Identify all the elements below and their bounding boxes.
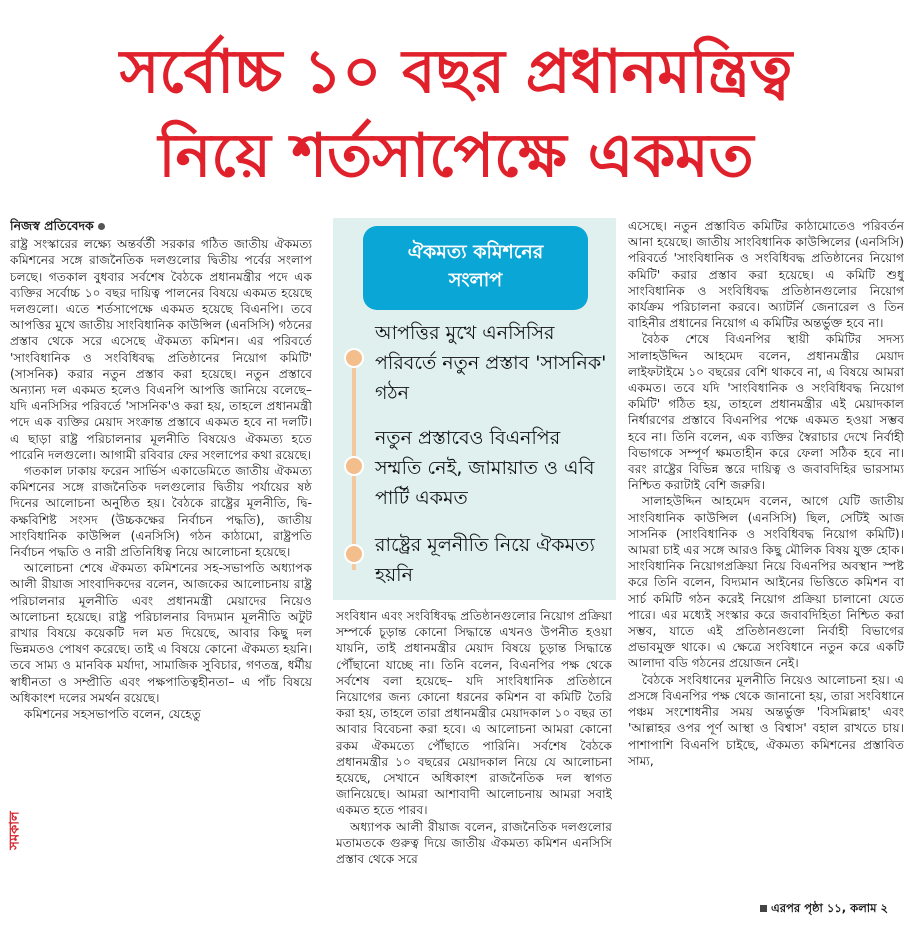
continuation-text: এরপর পৃষ্ঠা ১১, কলাম ২ [771,901,888,915]
article-column-3 [628,218,904,918]
paragraph: বৈঠক শেষে বিএনপির স্থায়ী কমিটির সদস্য সালাহউদ্দিন আহমেদ বলেন, প্রধানমন্ত্রীর মেয়াদ লাইফটাইমে ১০ বছরের বেশি থাকবে না, এ বিষয়ে আমরা একমত। তবে যদি 'সাংবিধানিক ও সংবিধিবদ্ধ নিয়োগ কমিটি' গঠিত হয়, তাহলে প্রধানমন্ত্রীর এই মেয়াদকাল নির্ধারণের প্রস্তাবে বিএনপির পক্ষে একমত হওয়া সম্ভব হবে না। তিনি বলেন, এক ব্যক্তির স্বৈরাচার দেখে নির্বাহী বিভাগকে সম্পূর্ণ ক্ষমতাহীন করে ফেলা সঠিক হবে না। বরং রাষ্ট্রের বিভিন্ন স্তরে দায়িত্ব ও জবাবদিহির ভারসাম্য নিশ্চিত করাটাই বেশি জরুরি। [628,332,904,493]
paragraph: অধ্যাপক আলী রীয়াজ বলেন, রাজনৈতিক দলগুলোর মতামতকে গুরুত্ব দিয়ে জাতীয় ঐকমত্য কমিশন এনসিসি প্রস্তাব থেকে সরে [336,819,612,867]
bullet-icon [344,456,364,476]
brand-strip [0,740,23,920]
paragraph: আলোচনা শেষে ঐকমত্য কমিশনের সহ-সভাপতি অধ্যাপক আলী রীয়াজ সাংবাদিকদের বলেন, আজকের আলোচনায় রাষ্ট্র পরিচালনার মূলনীতি এবং প্রধানমন্ত্রী মেয়াদের নিয়েও আলোচনা হয়েছে। রাষ্ট্র পরিচালনার বিদ্যমান মূলনীতি অটুট রাখার বিষয়ে কয়েকটি দল মত দিয়েছে, আবার কিছু দল ভিন্নমতও পোষণ করেছে। তাই এ বিষয়ে কোনো ঐকমত্য হয়নি। তবে সাম্য ও মানবিক মর্যাদা, সামাজিক সুবিচার, গণতন্ত্র, ধর্মীয় স্বাধীনতা ও সম্প্রীতি এবং পক্ষপাতিত্বহীনতা– এ পাঁচ বিষয়ে অধিকাংশ দলের সমর্থন রয়েছে। [10,561,312,705]
paragraph: বৈঠকে সংবিধানের মূলনীতি নিয়েও আলোচনা হয়। এ প্রসঙ্গে বিএনপির পক্ষ থেকে জানানো হয়, তারা সংবিধানে পঞ্চম সংশোধনীর সময় অন্তর্ভুক্ত 'বিসমিল্লাহ' এবং 'আল্লাহর ওপর পূর্ণ আস্থা ও বিশ্বাস' বহাল রাখতে চায়। পাশাপাশি বিএনপি চাইছে, ঐকমত্য কমিশনের প্রস্তাবিত সাম্য, [628,672,904,768]
paragraph: গতকাল ঢাকায় ফরেন সার্ভিস একাডেমিতে জাতীয় ঐকমত্য কমিশনের সঙ্গে রাজনৈতিক দলগুলোর দ্বিতীয় পর্যায়ের ষষ্ঠ দিনের আলোচনা অনুষ্ঠিত হয়। বৈঠকে রাষ্ট্রের মূলনীতি, দ্বি-কক্ষবিশিষ্ট সংসদ (উচ্চকক্ষের নির্বাচন পদ্ধতি), জাতীয় সাংবিধানিক কাউন্সিল (এনসিসি) গঠন কাঠামো, রাষ্ট্রপতি নির্বাচন পদ্ধতি ও নারী প্রতিনিধিত্ব নিয়ে আলোচনা হয়েছে। [10,464,312,560]
highlight-item-1: আপত্তির মুখে এনসিসির পরিবর্তে নতুন প্রস্তাব 'সাসনিক' গঠন [375,322,607,404]
byline [10,218,312,234]
article-column-1 [10,218,312,918]
highlight-box-title-1: ঐকমত্য কমিশনের [407,241,544,263]
bullet-icon [344,348,364,368]
brand-logo-text: সমকাল [7,811,23,850]
highlight-box [333,218,616,600]
headline-line-2: নিয়ে শর্তসাপেক্ষে একমত [158,121,754,191]
headline-line-1: সর্বোচ্চ ১০ বছর প্রধানমন্ত্রিত্ব [119,37,793,107]
highlight-box-header [363,226,588,310]
paragraph: সালাহউদ্দিন আহমেদ বলেন, আগে যেটি জাতীয় সাংবিধানিক কাউন্সিল (এনসিসি) ছিল, সেটিই আজ সাসনিক (সাংবিধানিক ও সংবিধিবদ্ধ নিয়োগ কমিটি)। আমরা চাই এর সঙ্গে আরও কিছু মৌলিক বিষয় যুক্ত হোক। সাংবিধানিক নিয়োগপ্রক্রিয়া নিয়ে বিএনপির অবস্থান স্পষ্ট করে তিনি বলেন, বিদ্যমান আইনের ভিত্তিতে কমিশন বা সার্চ কমিটি গঠন করেই নিয়োগ প্রক্রিয়া চালানো যেতে পারে। এর মধ্যেই সংস্কার করে জবাবদিহিতা নিশ্চিত করা সম্ভব, যাতে এই প্রতিষ্ঠানগুলো নির্বাহী বিভাগের প্রভাবমুক্ত থাকে। এ ক্ষেত্রে সংবিধানে নতুন করে একটি আলাদা বডি গঠনের প্রয়োজন নেই। [628,494,904,671]
headline [0,0,912,208]
byline-dot-icon [98,223,105,230]
highlight-item-2: নতুন প্রস্তাবেও বিএনপির সম্মতি নেই, জামায়াত ও এবি পার্টি একমত [375,427,595,509]
highlight-box-title-2: সংলাপ [448,269,503,291]
continuation-note [760,900,910,919]
article-column-2 [336,608,612,918]
highlight-item-3: রাষ্ট্রের মূলনীতি নিয়ে ঐকমত্য হয়নি [375,534,595,586]
paragraph: সংবিধান এবং সংবিধিবদ্ধ প্রতিষ্ঠানগুলোর নিয়োগ প্রক্রিয়া সম্পর্কে চূড়ান্ত কোনো সিদ্ধান্তে এখনও উপনীত হওয়া যায়নি, তাই প্রধানমন্ত্রীর মেয়াদ বিষয়ে চূড়ান্ত সিদ্ধান্তে পৌঁছানো যাচ্ছে না। তিনি বলেন, বিএনপির পক্ষ থেকে সর্বশেষ বলা হয়েছে– যদি সাংবিধানিক প্রতিষ্ঠানে নিয়োগের জন্য কোনো ধরনের কমিশন বা কমিটি তৈরি করা হয়, তাহলে তারা প্রধানমন্ত্রীর মেয়াদকাল ১০ বছর তা আবার বিবেচনা করা হবে। এ আলোচনা আমরা কোনো রকম ঐকমত্যে পৌঁছাতে পারিনি। সর্বশেষ বৈঠকে প্রধানমন্ত্রীর ১০ বছরের মেয়াদকাল নিয়ে যে আলোচনা হয়েছে, সেখানে অধিকাংশ রাজনৈতিক দল স্বাগত জানিয়েছে। আমরা আশাবাদী আলোচনায় আমরা সবাই একমত হতে পারব। [336,609,612,818]
byline-text: নিজস্ব প্রতিবেদক [10,218,94,233]
paragraph: কমিশনের সহসভাপতি বলেন, যেহেতু [24,707,201,722]
bullet-icon [344,544,364,564]
paragraph: এসেছে। নতুন প্রস্তাবিত কমিটির কাঠামোতেও পরিবর্তন আনা হয়েছে। জাতীয় সাংবিধানিক কাউন্সিলের (এনসিসি) পরিবর্তে 'সাংবিধানিক ও সংবিধিবদ্ধ প্রতিষ্ঠানের নিয়োগ কমিটি' করার প্রস্তাব করা হয়েছে। এ কমিটি শুধু সাংবিধানিক ও সংবিধিবদ্ধ প্রতিষ্ঠানগুলোর নিয়োগ কার্যক্রম পরিচালনা করবে। অ্যাটর্নি জেনারেল ও তিন বাহিনীর প্রধানের নিয়োগ এ কমিটির অন্তর্ভুক্ত হবে না। [628,219,904,331]
square-icon [760,905,767,912]
paragraph: রাষ্ট্র সংস্কারের লক্ষ্যে অন্তর্বর্তী সরকার গঠিত জাতীয় ঐকমত্য কমিশনের সঙ্গে রাজনৈতিক দলগুলোর দ্বিতীয় পর্বের সংলাপ চলছে। গতকাল বুধবার সর্বশেষ বৈঠকে প্রধানমন্ত্রীর পদে এক ব্যক্তির সর্বোচ্চ ১০ বছর দায়িত্ব পালনের বিষয়ে একমত হয়েছে দলগুলো। এতে শর্তসাপেক্ষে একমত হয়েছে বিএনপি। তবে আপত্তির মুখে জাতীয় সাংবিধানিক কাউন্সিল (এনসিসি) গঠনের প্রস্তাব থেকে সরে এসেছে ঐকমত্য কমিশন। এর পরিবর্তে 'সাংবিধানিক ও সংবিধিবদ্ধ প্রতিষ্ঠানের নিয়োগ কমিটি' (সাসনিক) করার নতুন প্রস্তাব করা হয়েছে। নতুন প্রস্তাবে অন্যান্য দল একমত হলেও বিএনপি আপত্তি জানিয়ে বলেছে– যদি এনসিসির পরিবর্তে 'সাসনিক'ও করা হয়, তাহলে প্রধানমন্ত্রী পদে এক ব্যক্তির মেয়াদ সংক্রান্ত প্রস্তাবে একমত হবে না দলটি। এ ছাড়া রাষ্ট্র পরিচালনার মূলনীতি বিষয়েও ঐকমত্য হতে পারেনি দলগুলো। আগামী রবিবার ফের সংলাপের কথা রয়েছে। [10,237,312,462]
